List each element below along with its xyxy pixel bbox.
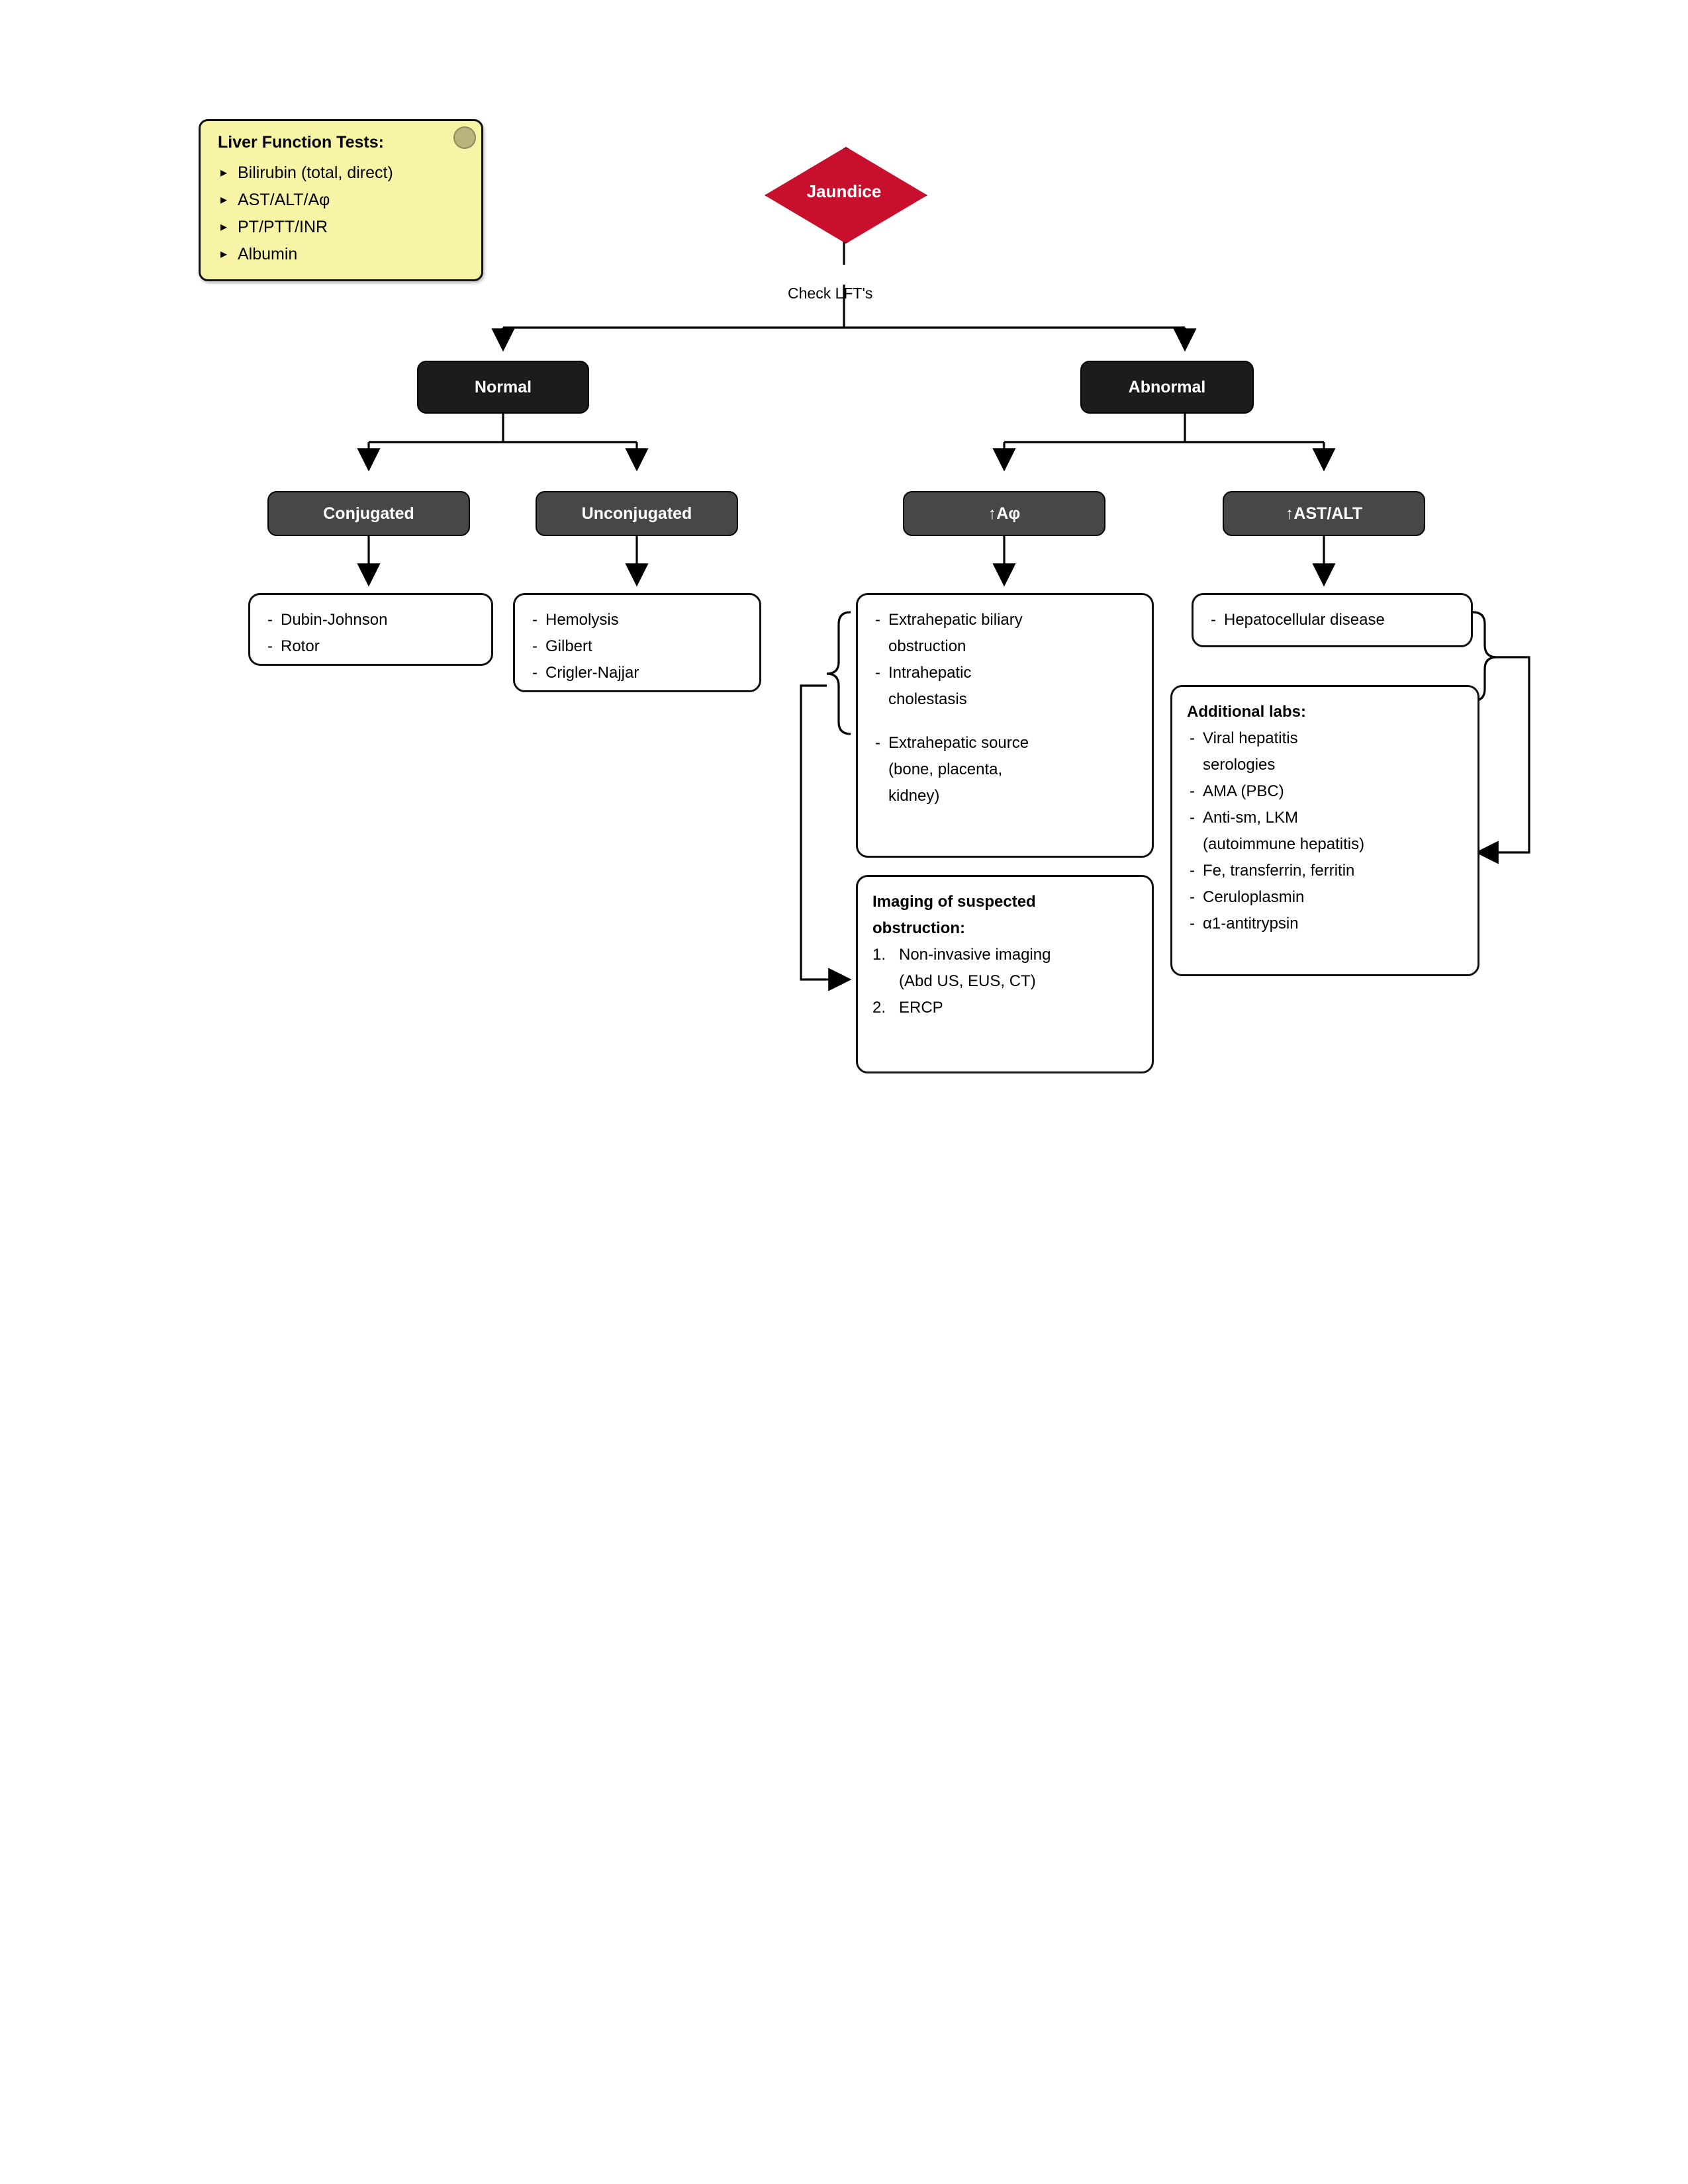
card-conjugated-causes [248,593,493,666]
node-abnormal[interactable] [1080,361,1254,414]
list-item [1187,884,1464,911]
card-additional-labs [1170,685,1479,976]
list-item [1187,858,1464,884]
list-item-line: cholestasis [888,690,967,708]
list-item: - Hemolysis [530,607,746,633]
card-unconjugated-causes [513,593,761,692]
node-abnormal-label: Abnormal [1128,377,1206,396]
list-item-line: kidney) [888,787,940,805]
list-item [1187,805,1464,831]
list-item-line: Fe, transferrin, ferritin [1203,862,1355,880]
note-item: ▸ Bilirubin (total, direct) [218,159,469,187]
card-imaging-content [858,877,1152,1033]
list-item: - Dubin-Johnson [265,607,478,633]
node-normal[interactable] [417,361,589,414]
numbered-item-line: Non-invasive imaging [899,946,1051,964]
list-item-line: obstruction [888,637,966,655]
card-imaging-heading-line1: Imaging of suspected [872,893,1036,911]
list-item [872,730,1139,756]
node-jaundice[interactable] [765,147,923,240]
card-hepatocellular [1192,593,1473,647]
list-item [1187,725,1464,752]
list-item [1187,911,1464,937]
note-item: ▸ AST/ALT/Aφ [218,187,469,214]
card-hepatocellular-content [1194,595,1471,645]
edge-label-check-lfts: Check LFT's [788,285,873,302]
note-list [218,159,469,268]
node-elevated-alp-label: ↑Aφ [988,504,1021,523]
card-additional-labs-content [1172,687,1477,949]
list-item-line: serologies [1203,756,1276,774]
list-item-line: Viral hepatitis [1203,729,1298,747]
node-jaundice-label: Jaundice [806,181,882,201]
list-item-line: (autoimmune hepatitis) [1203,835,1365,853]
note-title: Liver Function Tests: [218,133,384,152]
numbered-item [872,942,1139,968]
node-unconjugated-label: Unconjugated [581,504,692,523]
node-conjugated-label: Conjugated [323,504,414,523]
card-conjugated-content [250,595,491,672]
numbered-item-number: 2. [872,999,886,1017]
list-item: - Gilbert [530,633,746,660]
numbered-item-number: 1. [872,946,886,964]
node-unconjugated[interactable] [536,491,738,536]
card-imaging-heading-line2: obstruction: [872,919,965,937]
list-item-line: α1-antitrypsin [1203,915,1299,933]
spacer [872,713,1139,730]
card-alp-causes [856,593,1154,858]
list-item: - Hepatocellular disease [1208,607,1458,633]
node-normal-label: Normal [474,377,532,396]
node-elevated-ast-alt[interactable] [1223,491,1425,536]
card-alp-content [858,595,1152,821]
numbered-item-line: (Abd US, EUS, CT) [899,972,1036,990]
list-item-line: (bone, placenta, [888,760,1003,778]
list-item-line: Ceruloplasmin [1203,888,1305,906]
card-additional-labs-heading: Additional labs: [1187,703,1306,721]
node-conjugated[interactable] [267,491,470,536]
numbered-item [872,995,1139,1021]
list-item: - Crigler-Najjar [530,660,746,686]
list-item [1187,778,1464,805]
note-fold-icon [449,122,479,152]
list-item [872,607,1139,633]
note-item: ▸ PT/PTT/INR [218,214,469,241]
card-unconjugated-content [515,595,759,698]
liver-function-tests-note [199,119,483,281]
list-item-line: Intrahepatic [888,664,972,682]
list-item-line: Anti-sm, LKM [1203,809,1299,827]
numbered-item-line: ERCP [899,999,943,1017]
list-item-line: Extrahepatic biliary [888,611,1023,629]
node-elevated-alp[interactable] [903,491,1105,536]
list-item-line: Extrahepatic source [888,734,1029,752]
list-item: - Rotor [265,633,478,660]
note-item: ▸ Albumin [218,241,469,268]
node-elevated-ast-alt-label: ↑AST/ALT [1285,504,1363,523]
list-item-line: AMA (PBC) [1203,782,1284,800]
card-imaging [856,875,1154,1073]
list-item [872,660,1139,686]
